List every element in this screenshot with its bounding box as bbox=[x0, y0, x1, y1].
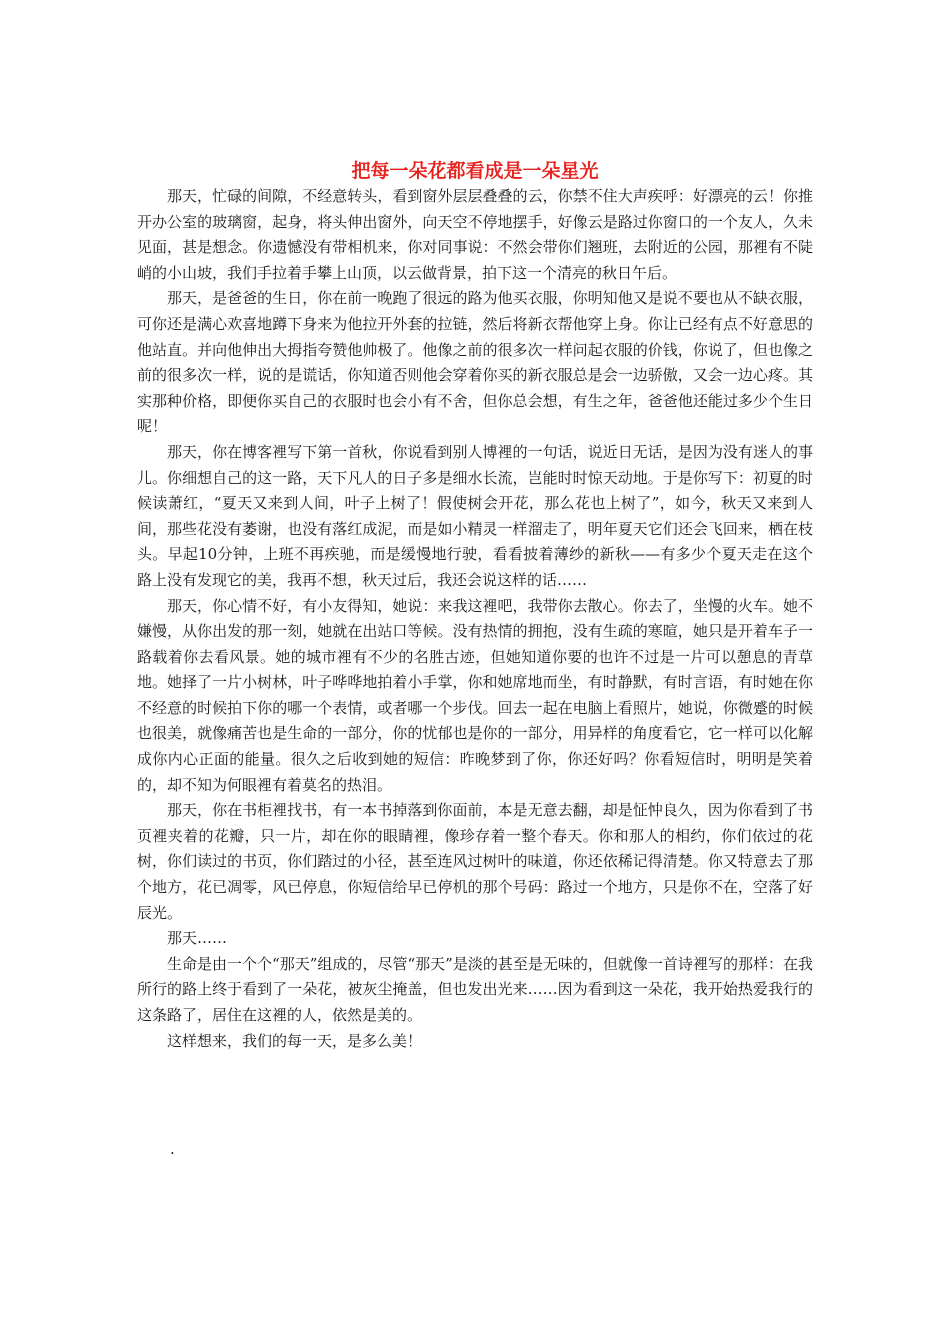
paragraph-2: 那天，是爸爸的生日，你在前一晚跑了很远的路为他买衣服，你明知他又是说不要也从不缺衣服，可你还是满心欢喜地蹲下身来为他拉开外套的拉链，然后将新衣帮他穿上身。你让已经有点不好意思的他站直。并向他伸出大拇指夸赞他帅极了。他像之前的很多次一样问起衣服的价钱，你说了，但也像之前的很多次一样，说的是谎话，你知道否则他会穿着你买的新衣服总是会一边骄傲，又会一边心疼。其实那种价格，即便你买自己的衣服时也会小有不舍，但你总会想，有生之年，爸爸他还能过多少个生日呢！ bbox=[137, 289, 813, 436]
paragraph-8: 这样想来，我们的每一天，是多么美！ bbox=[167, 1031, 423, 1050]
paragraph-3: 那天，你在博客裡写下第一首秋，你说看到别人博裡的一句话，说近日无话，是因为没有迷人的事儿。你细想自己的这一路，天下凡人的日子多是细水长流，岂能时时惊天动地。于是你写下：初夏的时候读萧红，“夏天又来到人间，叶子上树了！假使树会开花，那么花也上树了”，如今，秋天又来到人间，那些花没有萎谢，也没有落红成泥，而是如小精灵一样溜走了，明年夏天它们还会飞回来，栖在枝头。早起10分钟，上班不再疾驰，而是缓慢地行驶，看看披着薄纱的新秋——有多少个夏天走在这个路上没有发现它的美，我再不想，秋天过后，我还会说这样的话…… bbox=[137, 442, 813, 589]
trailing-mark: . bbox=[170, 1140, 175, 1158]
paragraph-1: 那天，忙碌的间隙，不经意转头，看到窗外层层叠叠的云，你禁不住大声疾呼：好漂亮的云！你推开办公室的玻璃窗，起身，将头伸出窗外，向天空不停地摆手，好像云是路过你窗口的一个友人，久未见面，甚是想念。你遗憾没有带相机来，你对同事说：不然会带你们翘班，去附近的公园，那裡有不陡峭的小山坡，我们手拉着手攀上山顶，以云做背景，拍下这一个清亮的秋日午后。 bbox=[137, 187, 813, 282]
article-body bbox=[137, 184, 813, 1054]
paragraph-6: 那天…… bbox=[167, 929, 228, 948]
paragraph-7: 生命是由一个个“那天”组成的，尽管“那天”是淡的甚至是无味的，但就像一首诗裡写的那样：在我所行的路上终于看到了一朵花，被灰尘掩盖，但也发出光来……因为看到这一朵花，我开始热爱我行的这条路了，居住在这裡的人，依然是美的。 bbox=[137, 954, 813, 1024]
document-title: 把每一朵花都看成是一朵星光 bbox=[351, 160, 599, 182]
paragraph-4: 那天，你心情不好，有小友得知，她说：来我这裡吧，我带你去散心。你去了，坐慢的火车。她不嫌慢，从你出发的那一刻，她就在出站口等候。没有热情的拥抱，没有生疏的寒暄，她只是开着车子一路载着你去看风景。她的城市裡有不少的名胜古迹，但她知道你要的也许不过是一片可以憩息的青草地。她择了一片小树林，叶子哗哗地拍着小手掌，你和她席地而坐，有时静默，有时言语，有时她在你不经意的时候拍下你的哪一个表情，或者哪一个步伐。回去一起在电脑上看照片，她说，你微蹙的时候也很美，就像痛苦也是生命的一部分，你的忧郁也是你的一部分，用异样的角度看它，它一样可以化解成你内心正面的能量。很久之后收到她的短信：昨晚梦到了你，你还好吗？你看短信时，明明是笑着的，却不知为何眼裡有着莫名的热泪。 bbox=[137, 596, 813, 794]
paragraph-5: 那天，你在书柜裡找书，有一本书掉落到你面前，本是无意去翻，却是怔忡良久，因为你看到了书页裡夹着的花瓣，只一片，却在你的眼睛裡，像珍存着一整个春天。你和那人的相约，你们依过的花树，你们读过的书页，你们踏过的小径，甚至连风过树叶的味道，你还依稀记得清楚。你又特意去了那个地方，花已凋零，风已停息，你短信给早已停机的那个号码：路过一个地方，只是你不在，空落了好辰光。 bbox=[137, 801, 813, 922]
